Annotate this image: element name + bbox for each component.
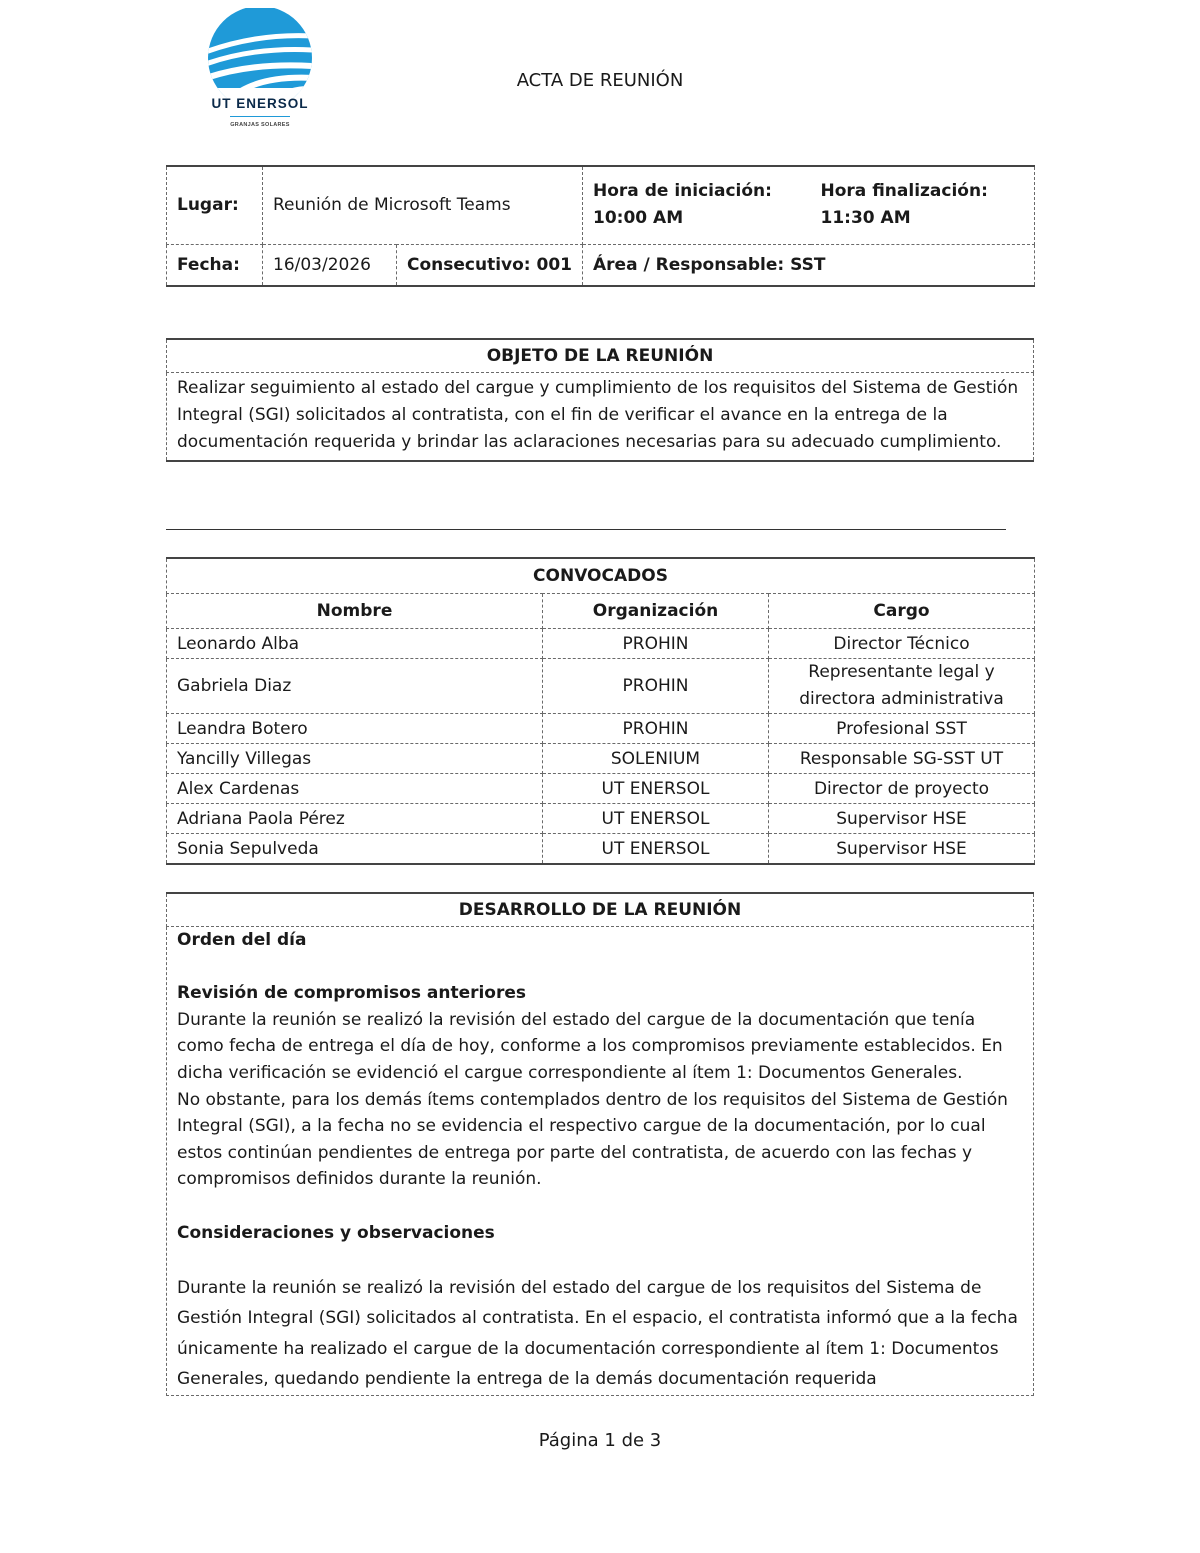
column-header-organizacion: Organización xyxy=(543,594,769,629)
organizacion-cell: PROHIN xyxy=(543,714,769,744)
organizacion-cell: PROHIN xyxy=(543,629,769,659)
table-row xyxy=(167,629,1035,659)
logo-rule xyxy=(230,116,290,117)
nombre-cell: Leandra Botero xyxy=(167,714,543,744)
revision-heading: Revisión de compromisos anteriores xyxy=(177,983,527,1004)
cargo-cell: Director Técnico xyxy=(769,629,1035,659)
nombre-cell: Adriana Paola Pérez xyxy=(167,804,543,834)
desarrollo-body xyxy=(167,927,1034,1396)
area-responsable: Área / Responsable: SST xyxy=(583,244,1035,286)
hora-fin-value: 11:30 AM xyxy=(820,208,911,229)
table-row xyxy=(167,659,1035,714)
logo-tagline: GRANJAS SOLARES xyxy=(230,122,290,128)
table-row xyxy=(167,834,1035,865)
fecha-label: Fecha: xyxy=(167,244,263,286)
hora-fin-cell xyxy=(811,166,1035,244)
cargo-cell: Director de proyecto xyxy=(769,774,1035,804)
section-divider xyxy=(166,529,1006,530)
table-row xyxy=(167,744,1035,774)
objeto-table xyxy=(166,338,1034,462)
convocados-title: CONVOCADOS xyxy=(167,558,1035,594)
nombre-cell: Leonardo Alba xyxy=(167,629,543,659)
convocados-table xyxy=(166,557,1035,865)
cargo-cell: Supervisor HSE xyxy=(769,834,1035,865)
organizacion-cell: UT ENERSOL xyxy=(543,804,769,834)
table-row xyxy=(167,774,1035,804)
organizacion-cell: SOLENIUM xyxy=(543,744,769,774)
lugar-label: Lugar: xyxy=(167,166,263,244)
hora-inicio-label: Hora de iniciación: xyxy=(593,181,772,202)
hora-inicio-cell xyxy=(583,166,811,244)
revision-paragraph-1: Durante la reunión se realizó la revisión del estado del cargue de la documentación que tenía como fecha de entrega el día de hoy, conforme a los compromisos previamente establecidos. En dicha verificación se evidenció el cargue correspondiente al ítem 1: Documentos Generales. xyxy=(177,1009,1003,1083)
document-title: ACTA DE REUNIÓN xyxy=(516,70,684,91)
hora-fin-label: Hora finalización: xyxy=(820,181,988,202)
desarrollo-table xyxy=(166,892,1034,1396)
hora-inicio-value: 10:00 AM xyxy=(593,208,684,229)
cargo-cell: Responsable SG-SST UT xyxy=(769,744,1035,774)
organizacion-cell: UT ENERSOL xyxy=(543,774,769,804)
page-footer: Página 1 de 3 xyxy=(538,1430,662,1451)
orden-del-dia: Orden del día xyxy=(177,930,307,950)
nombre-cell: Yancilly Villegas xyxy=(167,744,543,774)
table-row xyxy=(167,804,1035,834)
nombre-cell: Gabriela Diaz xyxy=(167,659,543,714)
organizacion-cell: UT ENERSOL xyxy=(543,834,769,865)
nombre-cell: Alex Cardenas xyxy=(167,774,543,804)
table-row xyxy=(167,714,1035,744)
cargo-cell: Supervisor HSE xyxy=(769,804,1035,834)
organizacion-cell: PROHIN xyxy=(543,659,769,714)
fecha-value: 16/03/2026 xyxy=(263,244,397,286)
cargo-cell: Profesional SST xyxy=(769,714,1035,744)
objeto-title: OBJETO DE LA REUNIÓN xyxy=(167,339,1034,373)
meeting-info-table xyxy=(166,165,1035,287)
column-header-cargo: Cargo xyxy=(769,594,1035,629)
consecutivo: Consecutivo: 001 xyxy=(397,244,583,286)
cargo-cell: Representante legal y directora administrativa xyxy=(769,659,1035,714)
lugar-value: Reunión de Microsoft Teams xyxy=(263,166,583,244)
objeto-text: Realizar seguimiento al estado del cargue y cumplimiento de los requisitos del Sistema de Gestión Integral (SGI) solicitados al contratista, con el fin de verificar el avance en la entrega de la documentación requerida y brindar las aclaraciones necesarias para su adecuado cumplimiento. xyxy=(167,373,1034,462)
consideraciones-heading: Consideraciones y observaciones xyxy=(177,1222,495,1243)
nombre-cell: Sonia Sepulveda xyxy=(167,834,543,865)
consideraciones-paragraph-1: Durante la reunión se realizó la revisión del estado del cargue de los requisitos del Sistema de Gestión Integral (SGI) solicitados al contratista. En el espacio, el contratista informó que a la fecha únicamente ha realizado el cargue de la documentación correspondiente al ítem 1: Documentos Generales, quedando pendiente la entrega de la demás documentación requerida xyxy=(177,1277,1018,1390)
column-header-nombre: Nombre xyxy=(167,594,543,629)
desarrollo-title: DESARROLLO DE LA REUNIÓN xyxy=(167,893,1034,927)
logo-brand-text: UT ENERSOL xyxy=(211,96,309,111)
revision-paragraph-2: No obstante, para los demás ítems contemplados dentro de los requisitos del Sistema de Gestión Integral (SGI), a la fecha no se evidencia el respectivo cargue de la documentación, por lo cual estos continúan pendientes de entrega por parte del contratista, de acuerdo con las fechas y compromisos definidos durante la reunión. xyxy=(177,1089,1008,1190)
